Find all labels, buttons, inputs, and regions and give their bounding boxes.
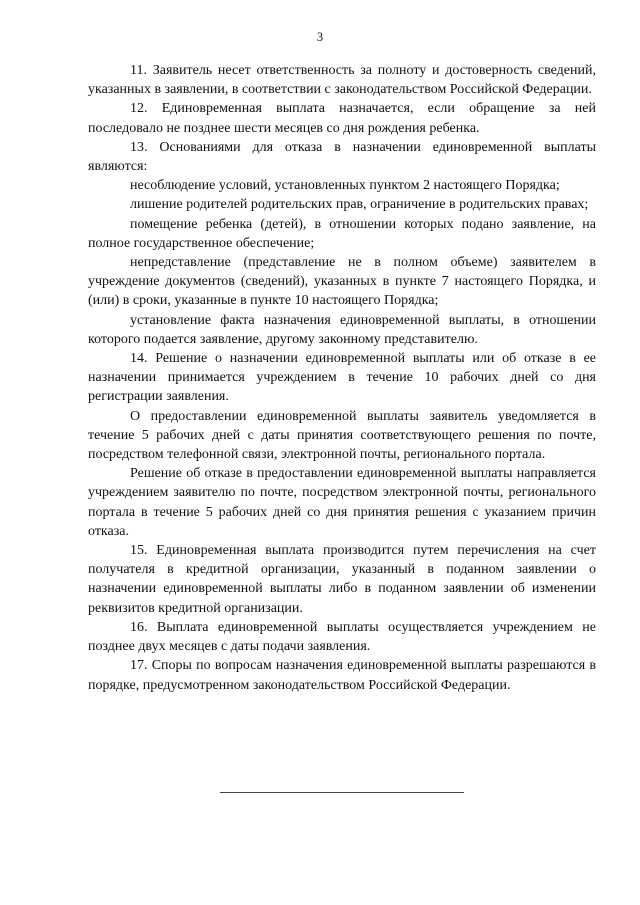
paragraph-14: 14. Решение о назначении единовременной выплаты или об отказе в ее назначении принимается учреждением в течение 10 рабочих дней со дня регистрации заявления.: [88, 351, 596, 405]
paragraph-13-item-1: несоблюдение условий, установленных пунктом 2 настоящего Порядка;: [130, 178, 560, 194]
document-body: [88, 61, 596, 695]
paragraph-17: 17. Споры по вопросам назначения единовременной выплаты разрешаются в порядке, предусмотренном законодательством Российской Федерации.: [88, 658, 596, 693]
paragraph-13: 13. Основаниями для отказа в назначении единовременной выплаты являются:: [88, 139, 596, 175]
page-number: 3: [316, 30, 324, 44]
paragraph-13-item-4: непредставление (представление не в полном объеме) заявителем в учреждение документов (сведений), указанных в пункте 7 настоящего Порядка, и (или) в сроки, указанные в пункте 10 настоящего Порядка;: [88, 255, 596, 309]
paragraph-13-item-2: лишение родителей родительских прав, ограничение в родительских правах;: [130, 197, 589, 213]
paragraph-14-refusal: Решение об отказе в предоставлении единовременной выплаты направляется учреждением заявителю по почте, посредством электронной почты, регионального портала в течение 5 рабочих дней со дня принятия решения с указанием причин отказа.: [88, 466, 596, 539]
paragraph-14-notification: О предоставлении единовременной выплаты заявитель уведомляется в течение 5 рабочих дней с даты принятия соответствующего решения по почте, посредством телефонной связи, электронной почты, регионального портала.: [88, 408, 596, 463]
paragraph-16: 16. Выплата единовременной выплаты осуществляется учреждением не позднее двух месяцев с даты подачи заявления.: [88, 619, 596, 655]
paragraph-13-item-5: установление факта назначения единовременной выплаты, в отношении которого подается заявление, другому законному представителю.: [88, 312, 596, 347]
paragraph-13-item-3: помещение ребенка (детей), в отношении которых подано заявление, на полное государственное обеспечение;: [88, 216, 596, 251]
paragraph-11: 11. Заявитель несет ответственность за полноту и достоверность сведений, указанных в заявлении, в соответствии с законодательством Российской Федерации.: [88, 63, 596, 98]
paragraph-15: 15. Единовременная выплата производится путем перечисления на счет получателя в кредитной организации, указанный в поданном заявлении о назначении единовременной выплаты либо в поданном заявлении об изменении реквизитов кредитной организации.: [88, 543, 596, 616]
paragraph-12: 12. Единовременная выплата назначается, если обращение за ней последовало не позднее шести месяцев со дня рождения ребенка.: [88, 101, 596, 136]
separator-line: [220, 792, 464, 793]
